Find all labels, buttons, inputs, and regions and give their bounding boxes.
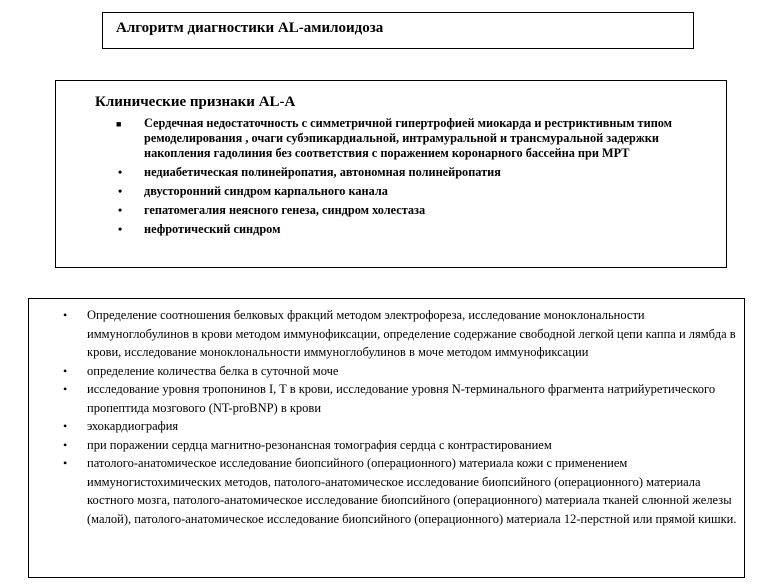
bullet-icon: • [63, 363, 68, 378]
clinical-sign-item: • гепатомегалия неясного генеза, синдром холестаза [118, 202, 426, 217]
clinical-sign-item: ■ Сердечная недостаточность с симметричной гипертрофией миокарда и рестриктивным типом ремоделирования , очаги субэпикардиальной, интрамуральной и трансмуральной задержки накопления гадолиния без соответствия с поражением коронарного бассейна при МРТ [116, 116, 673, 161]
bullet-icon: • [118, 221, 123, 236]
diagram-title: Алгоритм диагностики AL-амилоидоза [116, 20, 384, 36]
bullet-icon: • [63, 456, 68, 470]
bullet-icon: • [63, 419, 68, 433]
bullet-icon: • [118, 165, 123, 180]
clinical-signs-heading: Клинические признаки AL-A [95, 94, 296, 110]
title-box [102, 12, 694, 49]
clinical-sign-item: • двусторонний синдром карпального канала [118, 184, 388, 198]
diagnostic-item: • Определение соотношения белковых фракций методом электрофореза, исследование моноклональности иммуноглобулинов в крови методом иммунофиксации, определение содержание свободной легкой цепи каппа и лямбда в крови, исследование моноклональности иммуноглобулинов в моче методом иммунофиксации [63, 308, 736, 359]
clinical-signs-list [56, 116, 673, 237]
clinical-signs-box [55, 80, 727, 268]
square-bullet-icon: ■ [116, 119, 122, 129]
diagnostics-list [29, 306, 737, 528]
clinical-sign-item: • нефротический синдром [118, 221, 281, 236]
diagnostic-item: • эхокардиография [87, 417, 737, 436]
bullet-icon: • [118, 184, 123, 198]
diagnostic-item: • исследование уровня тропонинов I, T в крови, исследование уровня N-терминального фрагмента натрийуретического пропептида мозгового (NT-proBNP) в крови [63, 382, 716, 415]
bullet-icon: • [63, 437, 68, 452]
diagnostic-item: • патолого-анатомическое исследование биопсийного (операционного) материала кожи с применением иммуногистохимических методов, патолого-анатомическое исследование биопсийного (операционного) материала костного мозга, патолого-анатомическое исследование биопсийного (операционного) материала тканей слюнной железы (малой), патолого-анатомическое исследование биопсийного (операционного) материала 12-перстной или прямой кишки. [63, 456, 737, 526]
diagnostic-item: • определение количества белка в суточной моче [87, 362, 737, 381]
bullet-icon: • [63, 382, 68, 396]
clinical-sign-item: • недиабетическая полинейропатия, автономная полинейропатия [118, 165, 501, 180]
bullet-icon: • [63, 308, 68, 322]
bullet-icon: • [118, 202, 123, 217]
diagnostics-box [28, 298, 745, 578]
diagnostic-item: • при поражении сердца магнитно-резонансная томография сердца с контрастированием [87, 436, 737, 455]
